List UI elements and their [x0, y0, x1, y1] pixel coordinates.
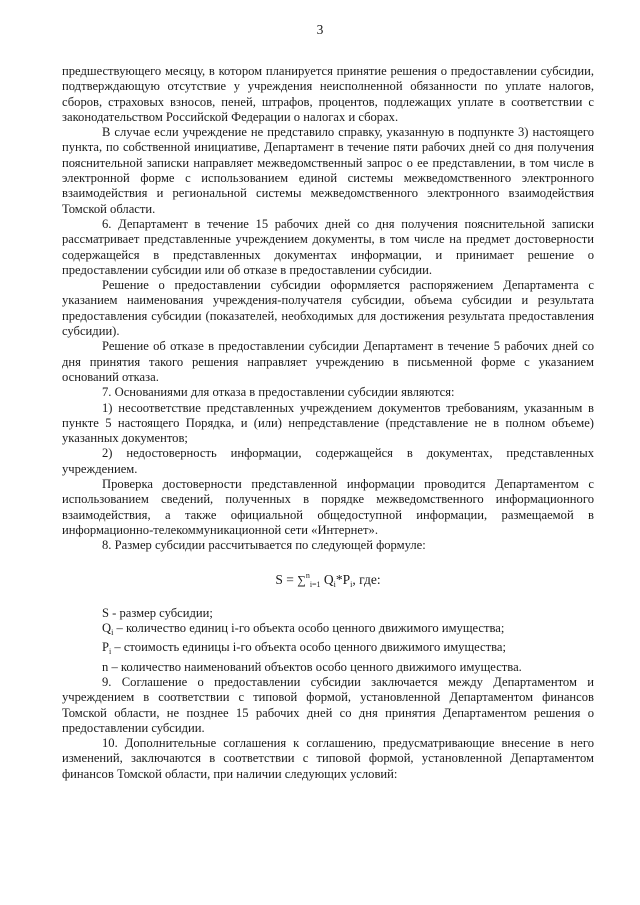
document-body	[62, 64, 594, 782]
formula-sum-upper: n	[305, 570, 310, 580]
formula-q-index: i	[333, 579, 336, 589]
formula-sum-lower: i=1	[309, 579, 321, 589]
definition-p	[62, 640, 594, 659]
formula-p-index: i	[350, 579, 353, 589]
definition-q-symbol: Q	[102, 621, 112, 636]
definition-p-index: i	[109, 647, 112, 657]
definition-p-symbol: P	[102, 640, 110, 655]
subsidy-formula	[62, 568, 594, 592]
formula-tail: , где:	[352, 571, 381, 587]
paragraph-ground-1: 1) несоответствие представленных учреждением документов требованиям, указанным в пункте 5 настоящего Порядка, и (или) непредставление (представление не в полном объеме) указанных документов;	[62, 400, 594, 446]
paragraph-decision-order: Решение о предоставлении субсидии оформляется распоряжением Департамента с указанием наименования учреждения-получателя субсидии, объема субсидии и результата предоставления субсидии (показателей, необходимых для достижения результата предоставления субсидии).	[62, 278, 594, 339]
paragraph-clause-6: 6. Департамент в течение 15 рабочих дней со дня получения пояснительной записки рассматривает представленные учреждением документы, в том числе на предмет достоверности содержащейся в представленных документах информации, и принимает решение о предоставлении субсидии или об отказе в предоставлении субсидии.	[62, 216, 594, 277]
definition-q-index: i	[111, 628, 114, 638]
formula-lhs: S	[275, 571, 283, 587]
paragraph-clause-8: 8. Размер субсидии рассчитывается по следующей формуле:	[102, 538, 426, 553]
formula-p: P	[342, 571, 351, 587]
page-number: 3	[316, 22, 324, 37]
definition-p-text: – стоимость единицы i-го объекта особо ценного движимого имущества;	[111, 640, 507, 655]
paragraph-clause-10: 10. Дополнительные соглашения к соглашению, предусматривающие внесение в него изменений, заключаются в соответствии с типовой формой, установленной Департаментом финансов Томской области, при наличии следующих условий:	[62, 736, 594, 781]
formula-sum-sign: ∑	[297, 572, 306, 587]
formula-q: Q	[323, 571, 334, 587]
paragraph-clause-7: 7. Основаниями для отказа в предоставлении субсидии являются:	[102, 385, 455, 400]
formula-times: *	[335, 571, 343, 587]
paragraph-refusal-notice: Решение об отказе в предоставлении субсидии Департамент в течение 5 рабочих дней со дня принятия такого решения направляет учреждению в письменной форме с указанием оснований отказа.	[62, 339, 594, 384]
paragraph-clause-9: 9. Соглашение о предоставлении субсидии заключается между Департаментом и учреждением в соответствии с типовой формой, установленной Департаментом финансов Томской области, не позднее 15 рабочих дней со дня принятия Департаментом решения о предоставлении субсидии.	[62, 674, 594, 735]
definition-s: S - размер субсидии;	[102, 605, 213, 620]
definition-n: n – количество наименований объектов особо ценного движимого имущества.	[102, 659, 522, 674]
paragraph-verification: Проверка достоверности представленной информации проводится Департаментом с использованием сведений, полученных в порядке межведомственного информационного взаимодействия, а также официальной общедоступной информации, размещаемой в информационно-телекоммуникационной сети «Интернет».	[62, 477, 594, 537]
definition-q-text: – количество единиц i-го объекта особо ценного движимого имущества;	[113, 621, 505, 636]
paragraph-interagency-request: В случае если учреждение не представило справку, указанную в подпункте 3) настоящего пункта, по собственной инициативе, Департамент в течение пяти рабочих дней со дня получения пояснительной записки направляет межведомственный запрос о ее представлении, в том числе в электронной форме с использованием единой системы межведомственного электронного взаимодействия и региональной системы межведомственного электронного взаимодействия Томской области.	[62, 125, 594, 216]
formula-equals: =	[286, 571, 294, 587]
definition-q	[62, 621, 594, 640]
paragraph-ground-2: 2) недостоверность информации, содержащейся в документах, представленных учреждением.	[62, 446, 594, 476]
paragraph-tax-certificate: предшествующего месяцу, в котором планируется принятие решения о предоставлении субсидии, подтверждающую отсутствие у учреждения неисполненной обязанности по уплате налогов, сборов, страховых взносов, пеней, штрафов, процентов, подлежащих уплате в соответствии с законодательством Российской Федерации о налогах и сборах.	[62, 64, 594, 124]
